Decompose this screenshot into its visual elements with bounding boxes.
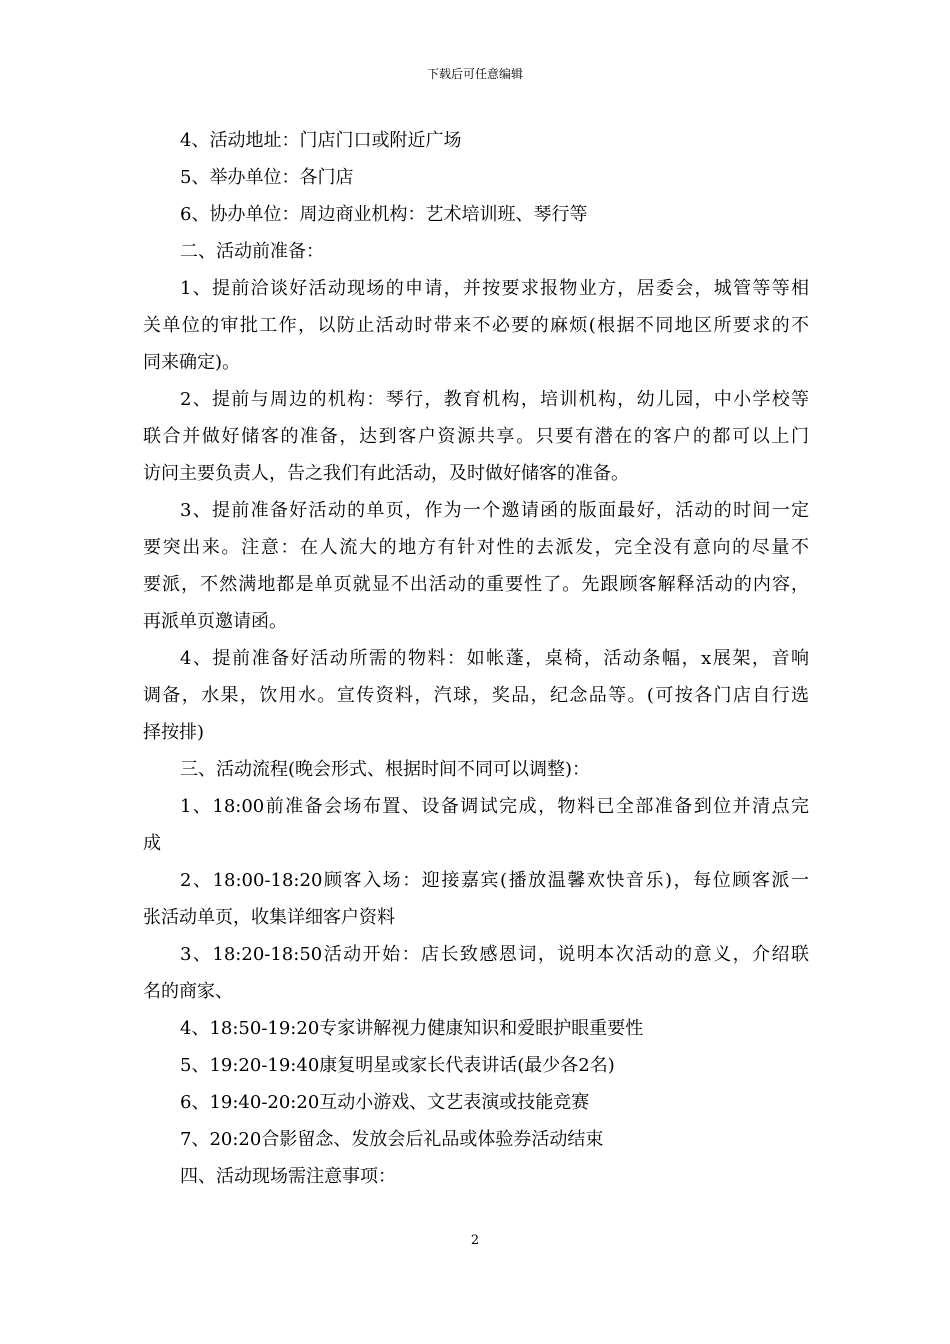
text-line: 关单位的审批工作，以防止活动时带来不必要的麻烦(根据不同地区所要求的不 (143, 315, 809, 336)
text-line: 3、18:20-18:50活动开始：店长致感恩词，说明本次活动的意义，介绍联 (180, 944, 809, 965)
text-line: 成 (143, 833, 161, 854)
text-line: 二、活动前准备： (180, 241, 324, 262)
text-line: 7、20:20合影留念、发放会后礼品或体验券活动结束 (180, 1129, 604, 1150)
text-line: 访问主要负责人，告之我们有此活动，及时做好储客的准备。 (143, 463, 629, 484)
text-line: 要突出来。注意：在人流大的地方有针对性的去派发，完全没有意向的尽量不 (143, 537, 809, 558)
text-line: 三、活动流程(晚会形式、根据时间不同可以调整)： (180, 759, 591, 780)
text-line: 6、协办单位：周边商业机构：艺术培训班、琴行等 (180, 204, 588, 225)
text-line: 2、18:00-18:20顾客入场：迎接嘉宾(播放温馨欢快音乐)，每位顾客派一 (180, 870, 809, 891)
text-line: 张活动单页，收集详细客户资料 (143, 907, 395, 928)
text-line: 4、提前准备好活动所需的物料：如帐蓬，桌椅，活动条幅，x展架，音响 (180, 648, 809, 669)
page-number: 2 (470, 1233, 480, 1248)
document-body (143, 122, 809, 1195)
text-line: 4、活动地址：门店门口或附近广场 (180, 130, 462, 151)
text-line: 联合并做好储客的准备，达到客户资源共享。只要有潜在的客户的都可以上门 (143, 426, 809, 447)
text-line: 要派，不然满地都是单页就显不出活动的重要性了。先跟顾客解释活动的内容， (143, 574, 809, 595)
text-line: 调备，水果，饮用水。宣传资料，汽球，奖品，纪念品等。(可按各门店自行选 (143, 685, 809, 706)
text-line: 同来确定)。 (143, 352, 241, 373)
text-line: 择按排) (143, 722, 205, 743)
text-line: 5、举办单位：各门店 (180, 167, 354, 188)
text-line: 1、18:00前准备会场布置、设备调试完成，物料已全部准备到位并清点完 (180, 796, 809, 817)
text-line: 2、提前与周边的机构：琴行，教育机构，培训机构，幼儿园，中小学校等 (180, 389, 809, 410)
text-line: 1、提前洽谈好活动现场的申请，并按要求报物业方，居委会，城管等等相 (180, 278, 809, 299)
text-line: 6、19:40-20:20互动小游戏、文艺表演或技能竞赛 (180, 1092, 590, 1113)
text-line: 4、18:50-19:20专家讲解视力健康知识和爱眼护眼重要性 (180, 1018, 644, 1039)
text-line: 名的商家、 (143, 981, 233, 1002)
text-line: 四、活动现场需注意事项： (180, 1166, 396, 1187)
text-line: 5、19:20-19:40康复明星或家长代表讲话(最少各2名) (180, 1055, 615, 1076)
page-header: 下载后可任意编辑 (426, 67, 523, 81)
text-line: 3、提前准备好活动的单页，作为一个邀请函的版面最好，活动的时间一定 (180, 500, 809, 521)
text-line: 再派单页邀请函。 (143, 611, 287, 632)
